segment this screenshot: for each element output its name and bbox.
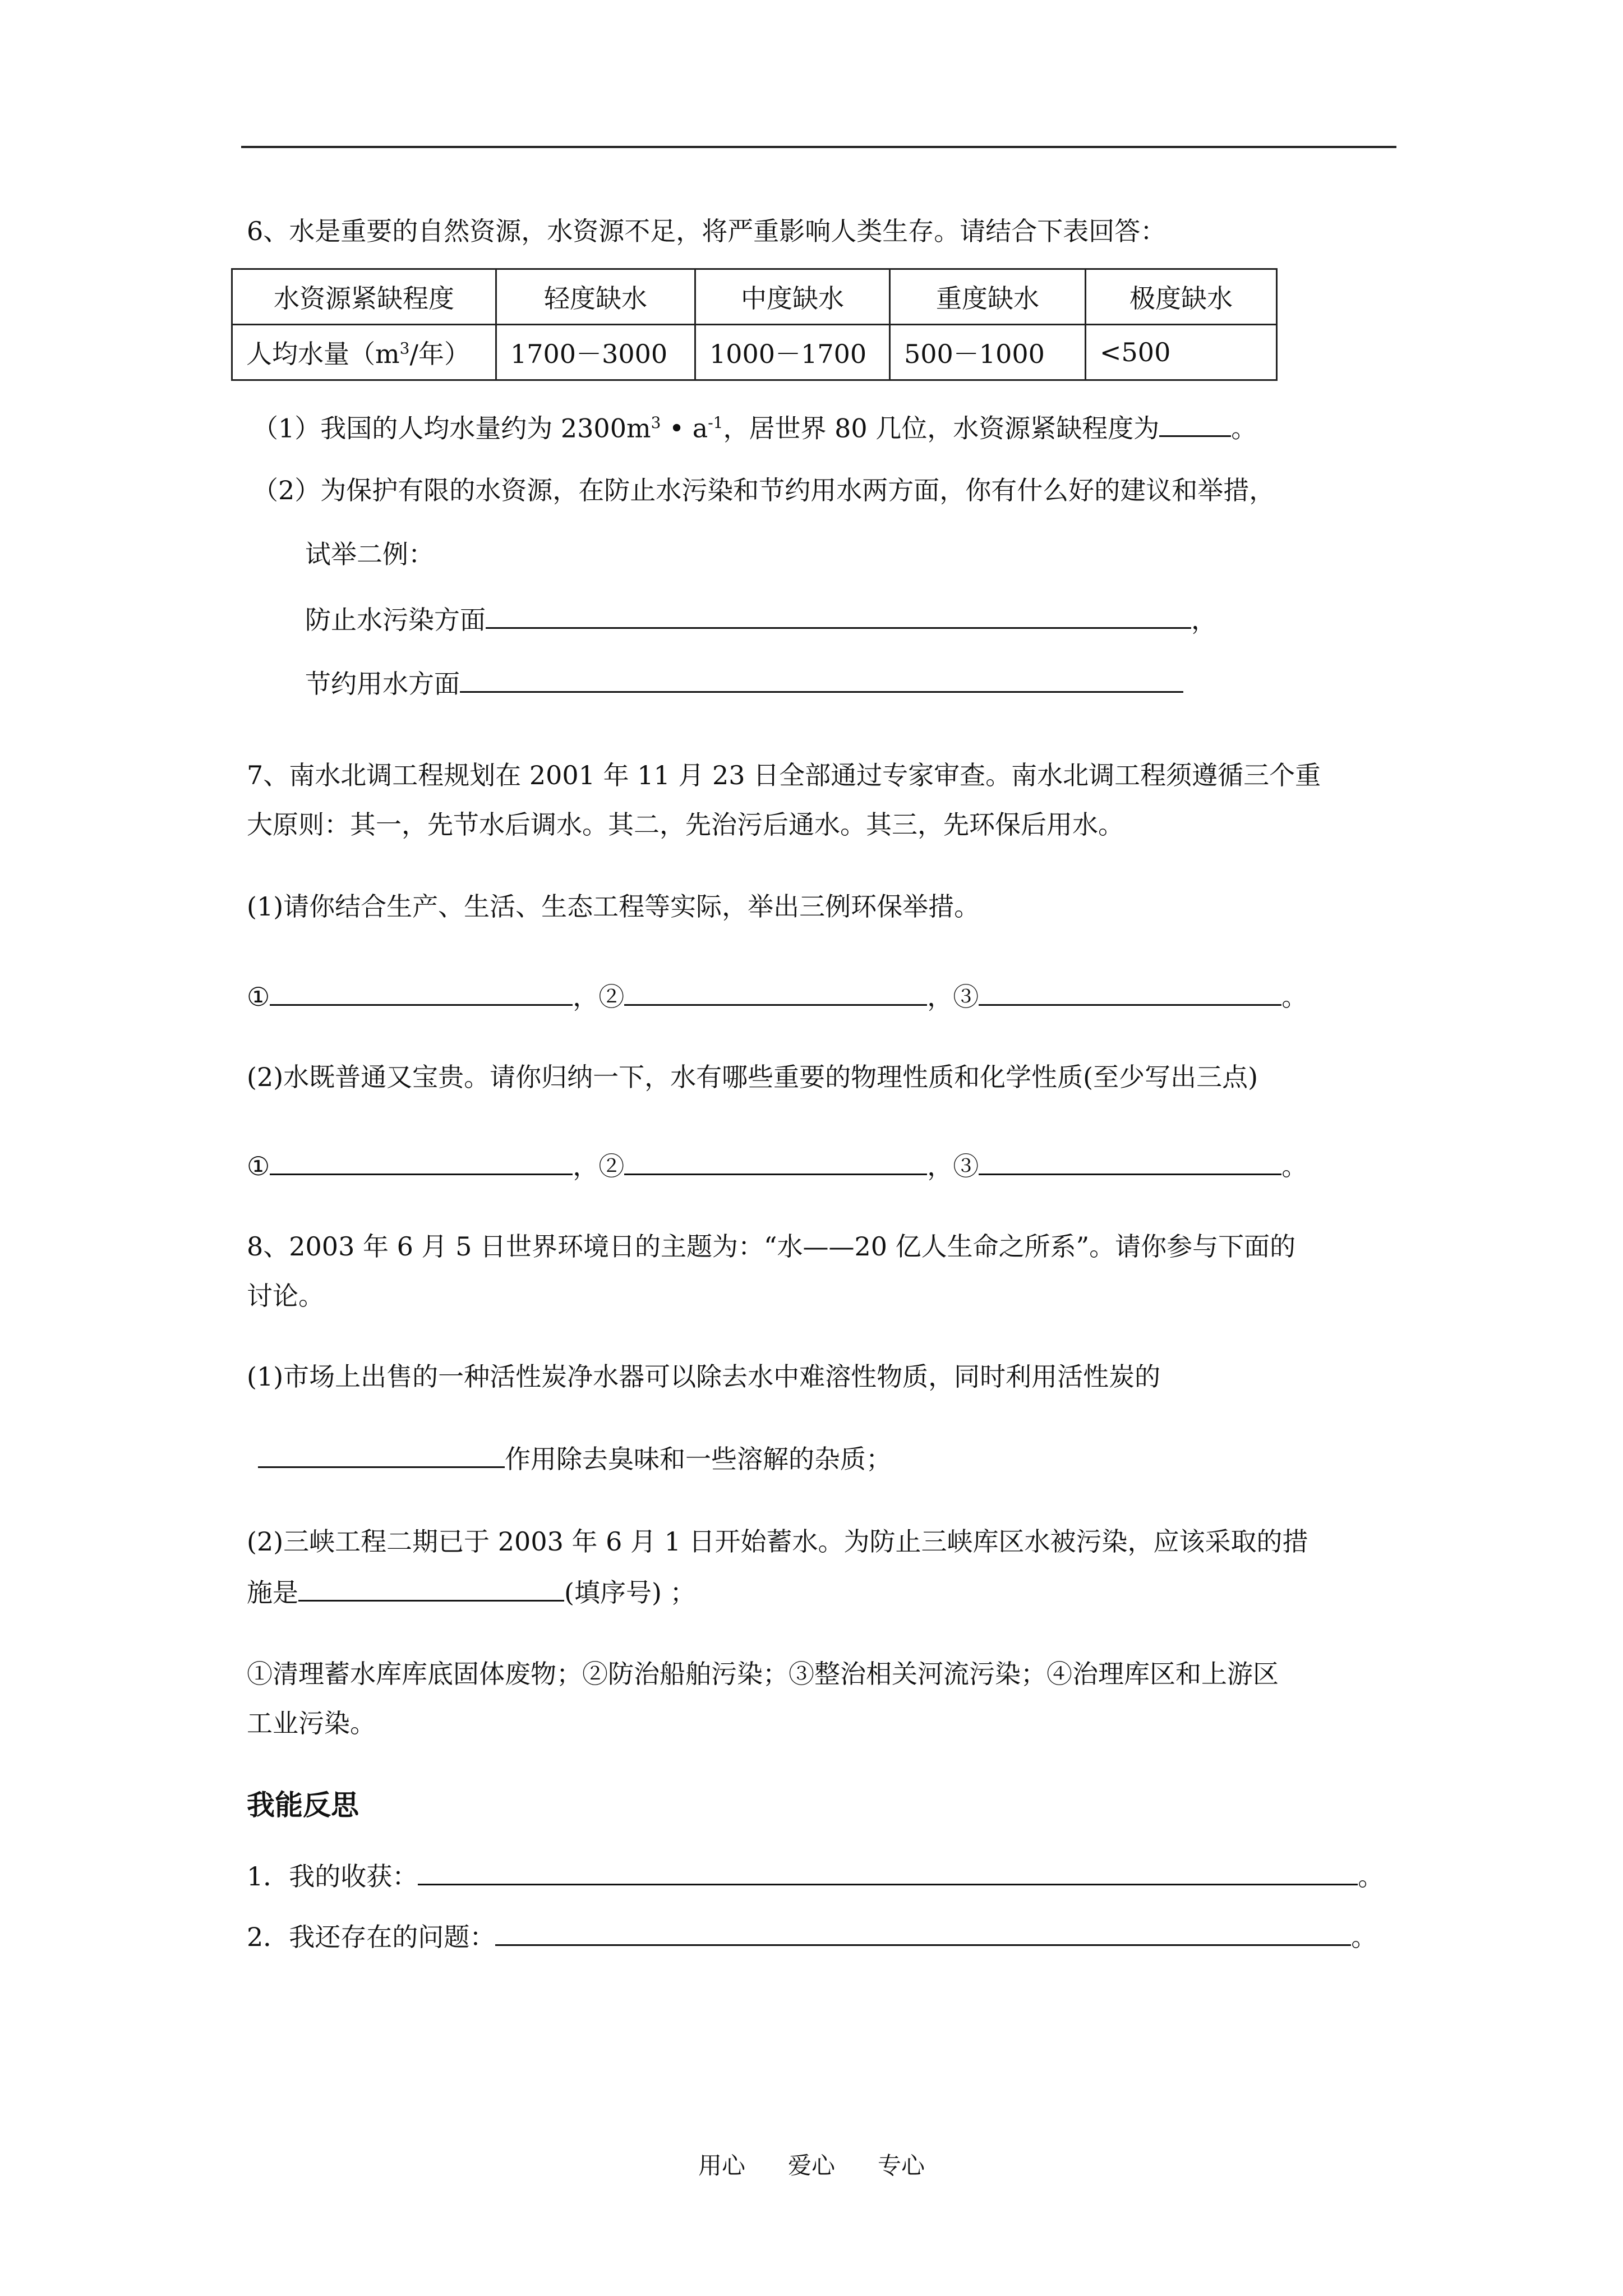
text: 防止水污染方面 xyxy=(305,605,486,635)
text: 。 xyxy=(1231,413,1257,444)
row-label-text: 人均水量（m xyxy=(246,339,400,369)
reflection-item-problems xyxy=(247,1918,1377,1954)
q6-saving-line xyxy=(305,665,1183,701)
table-cell: 极度缺水 xyxy=(1086,269,1277,325)
table-cell xyxy=(232,325,496,380)
row-label-sup: 3 xyxy=(399,339,410,358)
q8-options-line1: ①清理蓄水库库底固体废物；②防治船舶污染；③整治相关河流污染；④治理库区和上游区 xyxy=(247,1659,1279,1689)
q8-options-line2: 工业污染。 xyxy=(247,1708,376,1738)
answer-blank[interactable] xyxy=(270,1148,573,1175)
q6-sub2-line2: 试举二例： xyxy=(305,539,434,569)
page-footer xyxy=(0,2147,1623,2181)
q8-sub1-line1: (1)市场上出售的一种活性炭净水器可以除去水中难溶性物质，同时利用活性炭的 xyxy=(247,1361,1161,1392)
q7-line1: 7、南水北调工程规划在 2001 年 11 月 23 日全部通过专家审查。南水北调工程须遵循三个重 xyxy=(247,760,1321,790)
header-rule xyxy=(241,146,1396,148)
footer-word: 用心 xyxy=(698,2152,745,2179)
answer-blank[interactable] xyxy=(486,601,1191,629)
text: 2．我还存在的问题： xyxy=(247,1922,496,1952)
q8-sub1-line2 xyxy=(258,1441,892,1476)
text: ① xyxy=(247,1151,270,1181)
q8-line1: 8、2003 年 6 月 5 日世界环境日的主题为：“水——20 亿人生命之所系”。请你参与下面的 xyxy=(247,1231,1296,1262)
text: ① xyxy=(247,982,270,1012)
q7-sub2: (2)水既普通又宝贵。请你归纳一下，水有哪些重要的物理性质和化学性质(至少写出三点) xyxy=(247,1062,1258,1092)
table-cell: 重度缺水 xyxy=(890,269,1086,325)
q8-line2: 讨论。 xyxy=(247,1281,324,1311)
text: 。 xyxy=(1281,982,1308,1012)
q6-intro: 6、水是重要的自然资源，水资源不足，将严重影响人类生存。请结合下表回答： xyxy=(247,216,1166,246)
footer-word: 专心 xyxy=(878,2152,925,2179)
text: ， xyxy=(1191,605,1217,635)
text: (填序号) ； xyxy=(564,1577,696,1608)
row-label-text: /年） xyxy=(409,339,470,369)
text: 。 xyxy=(1358,1861,1384,1892)
text: 。 xyxy=(1281,1151,1308,1181)
q8-sub2-line1: (2)三峡工程二期已于 2003 年 6 月 1 日开始蓄水。为防止三峡库区水被污染，应该采取的措 xyxy=(247,1526,1308,1557)
table-cell: 水资源紧缺程度 xyxy=(232,269,496,325)
answer-blank[interactable] xyxy=(258,1441,505,1468)
answer-blank[interactable] xyxy=(270,978,573,1006)
answer-blank[interactable] xyxy=(298,1574,564,1602)
table-cell: <500 xyxy=(1086,325,1277,380)
table-cell: 中度缺水 xyxy=(695,269,890,325)
answer-blank[interactable] xyxy=(979,978,1281,1006)
q7-line2: 大原则：其一，先节水后调水。其二，先治污后通水。其三，先环保后用水。 xyxy=(247,809,1124,840)
text: ，② xyxy=(573,982,625,1012)
table-row xyxy=(232,269,1277,325)
q6-pollution-line xyxy=(305,601,1217,637)
q6-sub2-line1: （2）为保护有限的水资源，在防止水污染和节约用水两方面，你有什么好的建议和举措， xyxy=(252,475,1275,505)
reflection-title: 我能反思 xyxy=(247,1789,359,1821)
sup: -1 xyxy=(708,413,723,432)
q7-sub2-answers xyxy=(247,1148,1307,1183)
text: 1．我的收获： xyxy=(247,1861,418,1892)
q6-sub1 xyxy=(252,406,1257,445)
text: ，③ xyxy=(927,982,979,1012)
table-cell: 500－1000 xyxy=(890,325,1086,380)
footer-word: 爱心 xyxy=(787,2152,835,2179)
sup: 3 xyxy=(651,413,661,432)
text: 。 xyxy=(1351,1922,1377,1952)
water-scarcity-table xyxy=(231,268,1278,381)
q8-sub2-line2 xyxy=(247,1574,696,1609)
q7-sub1: (1)请你结合生产、生活、生态工程等实际，举出三例环保举措。 xyxy=(247,891,980,922)
table-cell: 1000－1700 xyxy=(695,325,890,380)
answer-blank[interactable] xyxy=(979,1148,1281,1175)
text: ，② xyxy=(573,1151,625,1181)
text: • a xyxy=(661,413,708,444)
text: 节约用水方面 xyxy=(305,669,460,699)
answer-blank[interactable] xyxy=(1159,409,1231,437)
answer-blank[interactable] xyxy=(624,1148,927,1175)
table-row xyxy=(232,325,1277,380)
text: ，居世界 80 几位，水资源紧缺程度为 xyxy=(723,413,1160,444)
text: 作用除去臭味和一些溶解的杂质； xyxy=(505,1444,892,1474)
table-cell: 1700－3000 xyxy=(496,325,695,380)
text: （1）我国的人均水量约为 2300m xyxy=(252,413,651,444)
table-cell: 轻度缺水 xyxy=(496,269,695,325)
answer-blank[interactable] xyxy=(624,978,927,1006)
answer-blank[interactable] xyxy=(418,1858,1358,1885)
text: ，③ xyxy=(927,1151,979,1181)
text: 施是 xyxy=(247,1577,298,1608)
answer-blank[interactable] xyxy=(495,1918,1351,1946)
reflection-item-gains xyxy=(247,1858,1384,1893)
q7-sub1-answers xyxy=(247,978,1307,1014)
answer-blank[interactable] xyxy=(460,665,1183,693)
